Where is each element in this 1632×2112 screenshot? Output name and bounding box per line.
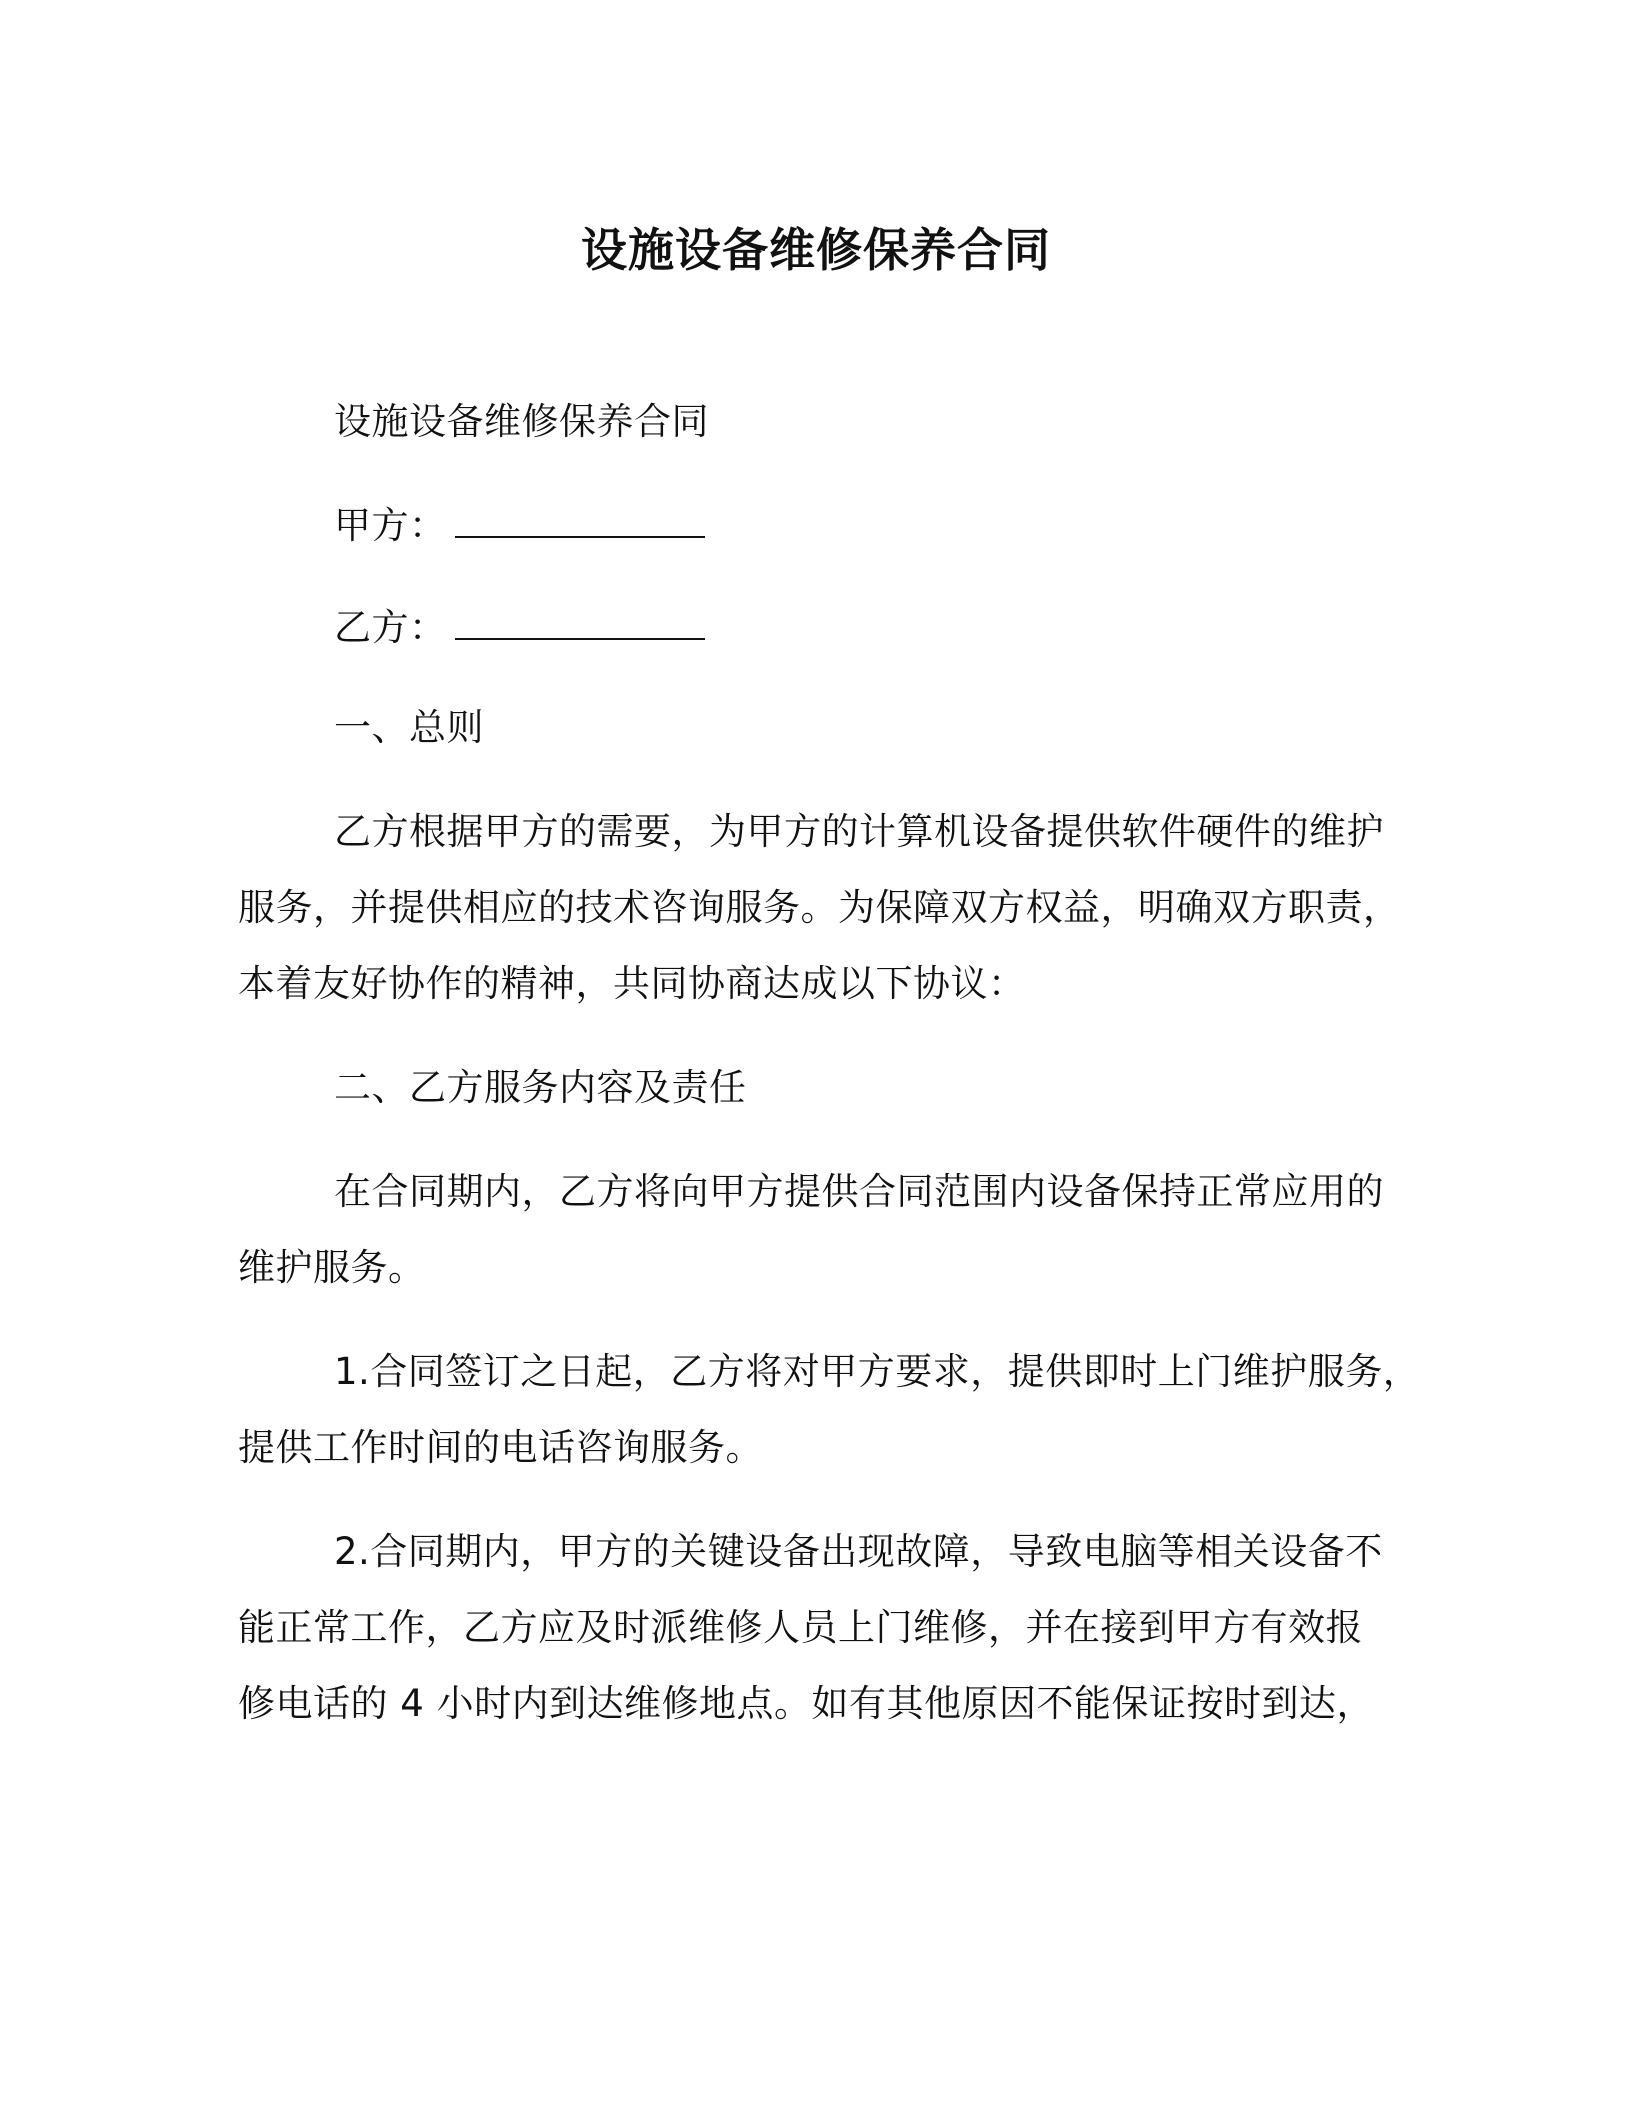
item2-line3: 修电话的 4 小时内到达维修地点。如有其他原因不能保证按时到达，: [238, 1682, 1375, 1725]
item1-line1: 1.合同签订之日起，乙方将对甲方要求，提供即时上门维护服务，: [334, 1350, 1421, 1393]
item2-line2: 能正常工作，乙方应及时派维修人员上门维修，并在接到甲方有效报: [238, 1606, 1363, 1649]
item2-line1: 2.合同期内，甲方的关键设备出现故障，导致电脑等相关设备不: [334, 1530, 1383, 1573]
party-a-label: 甲方：: [334, 504, 447, 547]
section2-heading: 二、乙方服务内容及责任: [334, 1066, 747, 1109]
document-title: 设施设备维修保养合同: [581, 223, 1051, 277]
section1-para-line1: 乙方根据甲方的需要，为甲方的计算机设备提供软件硬件的维护: [334, 810, 1384, 853]
section1-para-line2: 服务，并提供相应的技术咨询服务。为保障双方权益，明确双方职责，: [238, 886, 1401, 929]
party-a-line: [334, 500, 705, 550]
party-b-line: [334, 602, 705, 652]
section2-para-line1: 在合同期内，乙方将向甲方提供合同范围内设备保持正常应用的: [334, 1170, 1384, 1213]
party-a-blank: [455, 500, 705, 538]
section1-para-line3: 本着友好协作的精神，共同协商达成以下协议：: [238, 962, 1026, 1005]
section2-para-line2: 维护服务。: [238, 1246, 426, 1289]
party-b-blank: [455, 602, 705, 640]
section1-heading: 一、总则: [334, 706, 484, 749]
item1-line2: 提供工作时间的电话咨询服务。: [238, 1426, 763, 1469]
document-subtitle: 设施设备维修保养合同: [334, 400, 709, 443]
party-b-label: 乙方：: [334, 606, 447, 649]
